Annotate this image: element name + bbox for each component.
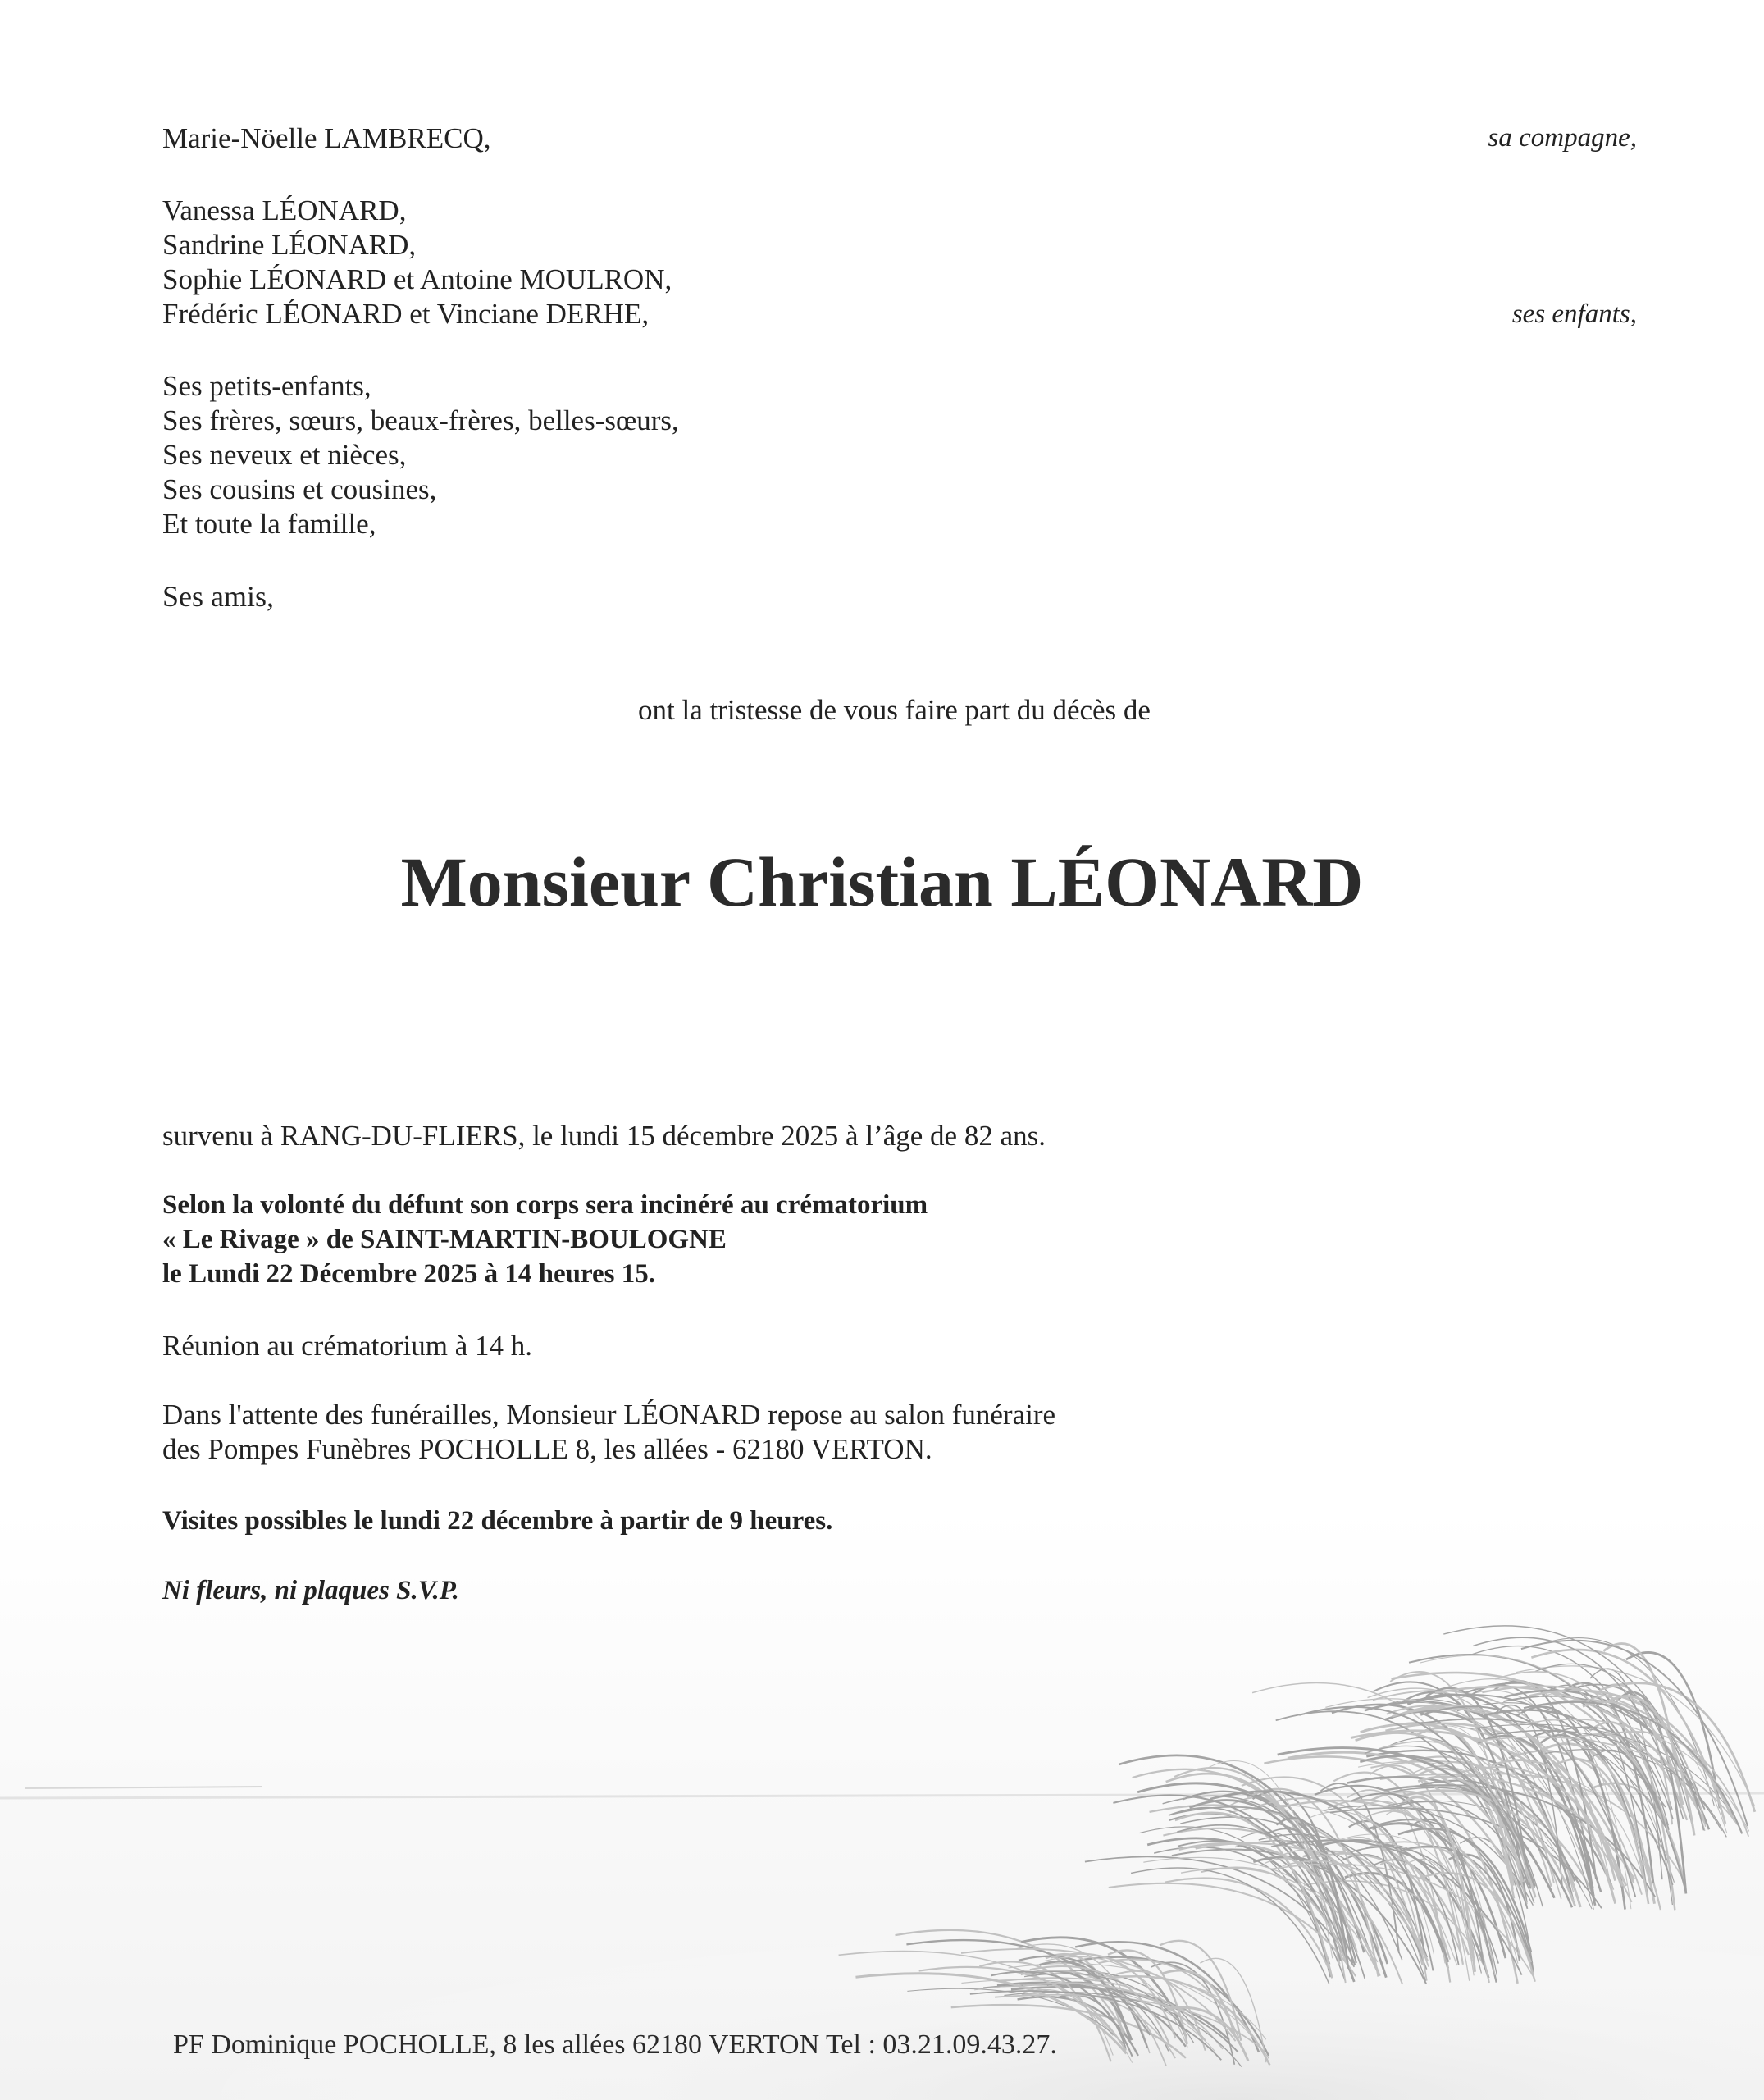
family-line: Ses frères, sœurs, beaux-frères, belles-sœurs, xyxy=(162,404,679,436)
funeral-home-footer: PF Dominique POCHOLLE, 8 les allées 62180 VERTON Tel : 03.21.09.43.27. xyxy=(173,2029,1057,2060)
child-name: Frédéric LÉONARD et Vinciane DERHE, xyxy=(162,298,650,330)
announcement-intro: ont la tristesse de vous faire part du décès de xyxy=(638,694,1151,726)
death-details: survenu à RANG-DU-FLIERS, le lundi 15 décembre 2025 à l’âge de 82 ans. xyxy=(162,1120,1046,1152)
rest-line: des Pompes Funèbres POCHOLLE 8, les allées - 62180 VERTON. xyxy=(162,1433,932,1465)
extended-family-list xyxy=(162,369,679,541)
companion-role: sa compagne, xyxy=(1488,123,1637,153)
rest-line: Dans l'attente des funérailles, Monsieur LÉONARD repose au salon funéraire xyxy=(162,1399,1056,1431)
family-line: Ses cousins et cousines, xyxy=(162,473,437,505)
meeting-info: Réunion au crématorium à 14 h. xyxy=(162,1330,532,1362)
children-role: ses enfants, xyxy=(1511,299,1637,329)
cremation-line: le Lundi 22 Décembre 2025 à 14 heures 15. xyxy=(162,1259,656,1289)
companion-name: Marie-Nöelle LAMBRECQ, xyxy=(162,122,491,154)
cremation-line: « Le Rivage » de SAINT-MARTIN-BOULOGNE xyxy=(162,1225,727,1254)
child-name: Sandrine LÉONARD, xyxy=(162,229,417,261)
friends-line: Ses amis, xyxy=(162,580,275,613)
visits-info: Visites possibles le lundi 22 décembre à partir de 9 heures. xyxy=(162,1506,833,1536)
cremation-details xyxy=(162,1188,928,1291)
child-name: Sophie LÉONARD et Antoine MOULRON, xyxy=(162,263,672,295)
child-name: Vanessa LÉONARD, xyxy=(162,194,407,226)
family-line: Ses petits-enfants, xyxy=(162,370,371,402)
cremation-line: Selon la volonté du défunt son corps sera incinéré au crématorium xyxy=(162,1190,928,1220)
children-list xyxy=(162,194,672,331)
family-line: Et toute la famille, xyxy=(162,508,376,540)
flowers-note: Ni fleurs, ni plaques S.V.P. xyxy=(162,1576,459,1605)
deceased-name: Monsieur Christian LÉONARD xyxy=(400,842,1364,921)
rest-info xyxy=(162,1398,1055,1467)
family-line: Ses neveux et nièces, xyxy=(162,439,407,471)
